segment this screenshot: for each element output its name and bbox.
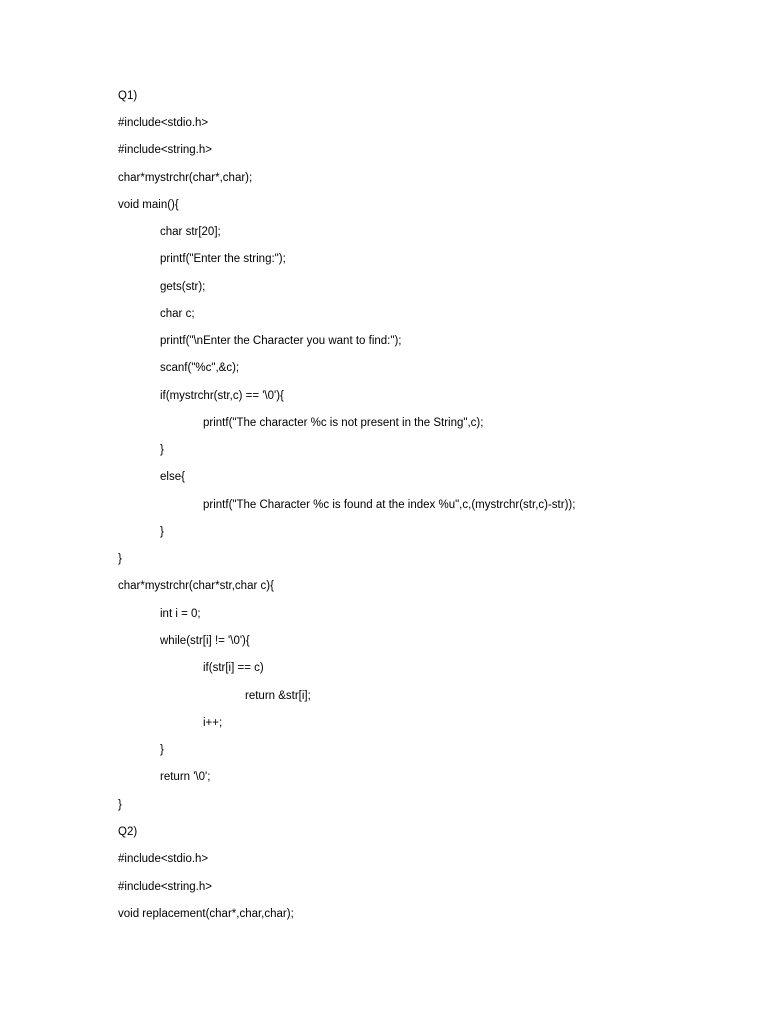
code-line: } bbox=[118, 553, 122, 565]
code-line-function-def: char*mystrchr(char*str,char c){ bbox=[118, 580, 274, 592]
code-line: printf("The Character %c is found at the index %u",c,(mystrchr(str,c)-str)); bbox=[203, 499, 576, 511]
section-heading-q1: Q1) bbox=[118, 90, 138, 102]
section-heading-q2: Q2) bbox=[118, 826, 138, 838]
code-line: return '\0'; bbox=[160, 771, 211, 783]
code-line-include-stdio: #include<stdio.h> bbox=[118, 853, 209, 865]
code-line: printf("\nEnter the Character you want to find:"); bbox=[160, 335, 402, 347]
code-line: } bbox=[118, 799, 122, 811]
code-line: while(str[i] != '\0'){ bbox=[160, 635, 250, 647]
code-line: } bbox=[160, 444, 164, 456]
code-line: char c; bbox=[160, 308, 195, 320]
code-line: printf("The character %c is not present in the String",c); bbox=[203, 417, 484, 429]
code-line: } bbox=[160, 744, 164, 756]
code-line-include-string: #include<string.h> bbox=[118, 881, 212, 893]
code-line: int i = 0; bbox=[160, 608, 201, 620]
code-line: if(str[i] == c) bbox=[203, 662, 264, 674]
code-line-include-string: #include<string.h> bbox=[118, 144, 212, 156]
code-line: return &str[i]; bbox=[245, 690, 311, 702]
code-line: gets(str); bbox=[160, 281, 206, 293]
code-line: char str[20]; bbox=[160, 226, 221, 238]
code-line: printf("Enter the string:"); bbox=[160, 253, 286, 265]
code-line-main: void main(){ bbox=[118, 199, 179, 211]
code-line-prototype: void replacement(char*,char,char); bbox=[118, 908, 294, 920]
code-line-prototype: char*mystrchr(char*,char); bbox=[118, 172, 253, 184]
code-line: scanf("%c",&c); bbox=[160, 362, 240, 374]
code-line: i++; bbox=[203, 717, 223, 729]
code-line: if(mystrchr(str,c) == '\0'){ bbox=[160, 390, 284, 402]
code-line-include-stdio: #include<stdio.h> bbox=[118, 117, 209, 129]
code-line: } bbox=[160, 526, 164, 538]
code-line: else{ bbox=[160, 471, 185, 483]
